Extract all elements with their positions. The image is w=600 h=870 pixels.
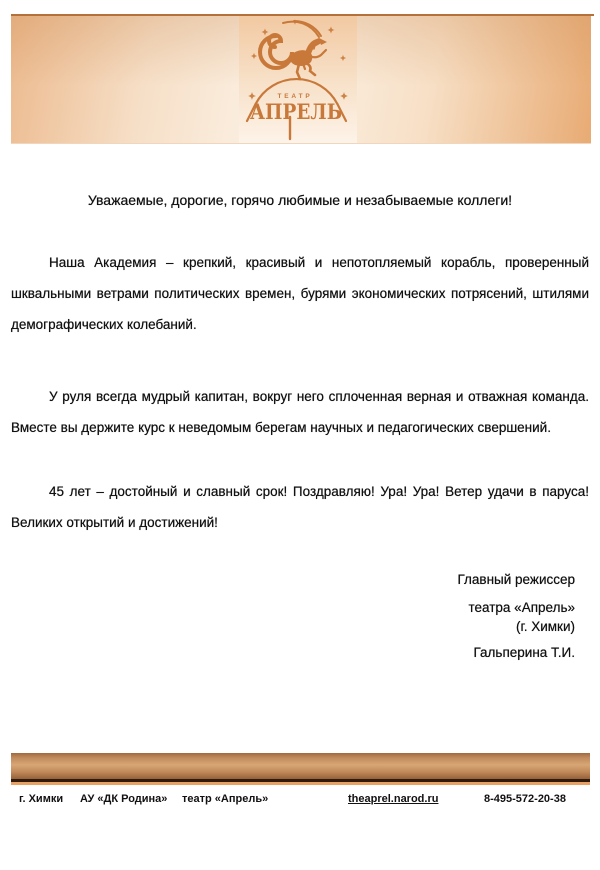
- paragraph-1: [11, 247, 589, 340]
- footer-contacts: [0, 791, 600, 807]
- letterhead-banner: [11, 16, 591, 144]
- theater-logo: [239, 16, 357, 143]
- signature-city: (г. Химки): [515, 619, 575, 634]
- logo-theater-label: ТЕАТР: [277, 93, 313, 100]
- signature-role: Главный режиссер: [457, 572, 575, 587]
- paragraph-3: [11, 476, 589, 538]
- signature-name: Гальперина Т.И.: [473, 645, 575, 660]
- footer-bar: [11, 753, 590, 785]
- salutation: Уважаемые, дорогие, горячо любимые и незабываемые коллеги!: [87, 192, 513, 208]
- paragraph-line: Наша Академия – крепкий, красивый и непотопляемый корабль, проверенный: [49, 255, 589, 270]
- paragraph-line: У руля всегда мудрый капитан, вокруг него сплоченная верная и отважная команда.: [49, 389, 589, 404]
- paragraph-line: Великих открытий и достижений!: [11, 515, 218, 530]
- footer-organization: АУ «ДК Родина»: [80, 793, 168, 805]
- footer-website-link[interactable]: theaprel.narod.ru: [348, 793, 439, 805]
- footer-city: г. Химки: [19, 793, 64, 805]
- paragraph-line: 45 лет – достойный и славный срок! Поздравляю! Ура! Ура! Ветер удачи в паруса!: [49, 484, 589, 499]
- goat-icon: [260, 21, 327, 79]
- footer-bar-gradient: [11, 753, 590, 779]
- theater-logo-art: [239, 16, 357, 143]
- footer-bar-highlight: [11, 782, 590, 785]
- footer-phone: 8-495-572-20-38: [484, 793, 566, 805]
- paragraph-line: Вместе вы держите курс к неведомым берегам научных и педагогических свершений.: [11, 420, 551, 435]
- paragraph-line: демографических колебаний.: [11, 317, 197, 332]
- signature-theater: театра «Апрель»: [468, 600, 575, 615]
- logo-title: АПРЕЛЬ: [250, 99, 342, 124]
- paragraph-2: [11, 381, 589, 443]
- paragraph-line: шквальными ветрами политических времен, бурями экономических потрясений, штилями: [11, 286, 589, 301]
- footer-theater: театр «Апрель»: [182, 793, 269, 805]
